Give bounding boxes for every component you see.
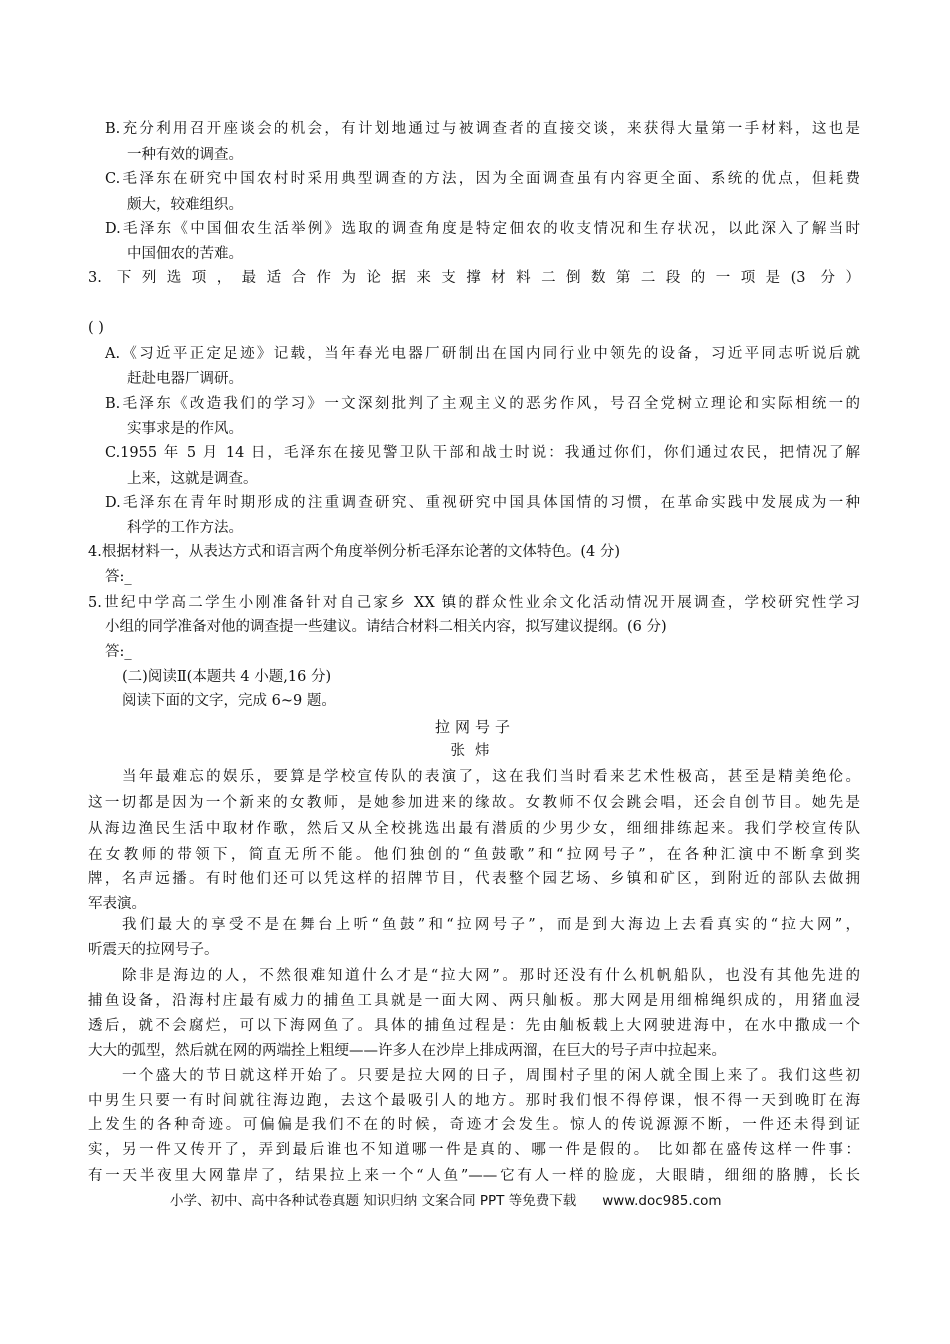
q3-option-c-line-2: 上来，这就是调查。: [127, 471, 258, 487]
q2-option-c-line-2: 颇大，较难组织。: [127, 197, 243, 213]
q3-answer-bracket: ( ): [88, 320, 104, 336]
q5-stem-line-1: 5.世纪中学高二学生小刚准备针对自己家乡 XX 镇的群众性业余文化活动情况开展调查，学校研究性学习: [88, 595, 860, 611]
article-p4-line-3: 上发生的各种奇迹。可偏偏是我们不在的时候，奇迹才会发生。惊人的传说源源不断，一件还未得到证: [88, 1117, 860, 1133]
article-p2-line-2: 听震天的拉网号子。: [88, 942, 219, 958]
article-p1-line-3: 从海边渔民生活中取材作歌，然后又从全校挑选出最有潜质的少男少女，细细排练起来。我们学校宣传队: [88, 821, 860, 837]
q3-option-a-line-2: 赶赴电器厂调研。: [127, 371, 243, 387]
q3-option-a-line-1: A.《习近平正定足迹》记载，当年春光电器厂研制出在国内同行业中领先的设备，习近平同志听说后就: [105, 346, 860, 362]
footer-text: 小学、初中、高中各种试卷真题 知识归纳 文案合同 PPT 等免费下载: [170, 1193, 577, 1209]
article-p4-line-2: 中男生只要一有时间就往海边跑，去这个最吸引人的地方。那时我们恨不得停课，恨不得一天到晚盯在海: [88, 1093, 860, 1109]
article-p2-line-1: 我们最大的享受不是在舞台上听“鱼鼓”和“拉网号子”，而是到大海边上去看真实的“拉大网”，: [122, 917, 860, 933]
q3-option-b-line-1: B.毛泽东《改造我们的学习》一文深刻批判了主观主义的恶劣作风，号召全党树立理论和实际相统一的: [105, 396, 860, 412]
article-p3-line-2: 捕鱼设备，沿海村庄最有威力的捕鱼工具就是一面大网、两只舢板。那大网是用细棉绳织成的，用猪血浸: [88, 993, 860, 1009]
q2-option-b-line-2: 一种有效的调查。: [127, 147, 243, 163]
footer-url[interactable]: www.doc985.com: [602, 1193, 722, 1209]
article-p4-line-5: 有一天半夜里大网靠岸了，结果拉上来一个“人鱼”——它有人一样的脸庞，大眼睛，细细的胳膊，长长: [88, 1168, 860, 1184]
page-footer: [170, 1191, 722, 1211]
q2-option-c-line-1: C.毛泽东在研究中国农村时采用典型调查的方法，因为全面调查虽有内容更全面、系统的优点，但耗费: [105, 171, 860, 187]
article-p1-line-6: 军表演。: [88, 896, 146, 912]
section-2-heading: (二)阅读Ⅱ(本题共 4 小题,16 分): [122, 669, 332, 685]
q2-option-d-line-1: D.毛泽东《中国佃农生活举例》选取的调查角度是特定佃农的收支情况和生存状况，以此深入了解当时: [105, 221, 860, 237]
article-p3-line-4: 大大的弧型，然后就在网的两端拴上粗绠——许多人在沙岸上排成两溜，在巨大的号子声中拉起来。: [88, 1043, 726, 1059]
article-p1-line-5: 牌，名声远播。有时他们还可以凭这样的招牌节目，代表整个园艺场、乡镇和矿区，到附近的部队去做拥: [88, 871, 860, 887]
q3-stem: 3. 下列选项，最适合作为论据来支撑材料二倒数第二段的一项是(3 分）: [88, 270, 860, 286]
article-p1-line-2: 这一切都是因为一个新来的女教师，是她参加进来的缘故。女教师不仅会跳会唱，还会自创节目。她先是: [88, 795, 860, 811]
article-p3-line-3: 透后，就不会腐烂，可以下海网鱼了。具体的捕鱼过程是：先由舢板载上大网驶进海中，在水中撒成一个: [88, 1018, 860, 1034]
q4-stem: 4.根据材料一，从表达方式和语言两个角度举例分析毛泽东论著的文体特色。(4 分): [88, 544, 620, 560]
q4-answer: 答:_: [105, 569, 132, 585]
article-p1-line-1: 当年最难忘的娱乐，要算是学校宣传队的表演了，这在我们当时看来艺术性极高，甚至是精美绝伦。: [122, 769, 860, 785]
q5-answer: 答:_: [105, 644, 132, 660]
q5-stem-line-2: 小组的同学准备对他的调查提一些建议。请结合材料二相关内容，拟写建议提纲。(6 分): [105, 619, 667, 635]
article-p3-line-1: 除非是海边的人，不然很难知道什么才是“拉大网”。那时还没有什么机帆船队，也没有其他先进的: [122, 968, 860, 984]
article-author: 张炜: [450, 743, 500, 759]
q3-option-d-line-1: D.毛泽东在青年时期形成的注重调查研究、重视研究中国具体国情的习惯，在革命实践中发展成为一种: [105, 495, 860, 511]
q3-option-d-line-2: 科学的工作方法。: [127, 520, 243, 536]
q3-option-c-line-1: C.1955 年 5 月 14 日，毛泽东在接见警卫队干部和战士时说：我通过你们，你们通过农民，把情况了解: [105, 445, 860, 461]
q2-option-d-line-2: 中国佃农的苦难。: [127, 246, 243, 262]
q2-option-b-line-1: B.充分利用召开座谈会的机会，有计划地通过与被调查者的直接交谈，来获得大量第一手材料，这也是: [105, 121, 860, 137]
q3-option-b-line-2: 实事求是的作风。: [127, 421, 243, 437]
article-p4-line-4: 实，另一件又传开了，弄到最后谁也不知道哪一件是真的、哪一件是假的。 比如都在盛传这样一件事：: [88, 1142, 860, 1158]
article-p4-line-1: 一个盛大的节日就这样开始了。只要是拉大网的日子，周围村子里的闲人就全围上来了。我们这些初: [122, 1068, 860, 1084]
section-2-instruction: 阅读下面的文字，完成 6~9 题。: [122, 693, 336, 709]
article-title: 拉网号子: [434, 718, 515, 736]
article-p1-line-4: 在女教师的带领下，简直无所不能。他们独创的“鱼鼓歌”和“拉网号子”，在各种汇演中不断拿到奖: [88, 847, 860, 863]
